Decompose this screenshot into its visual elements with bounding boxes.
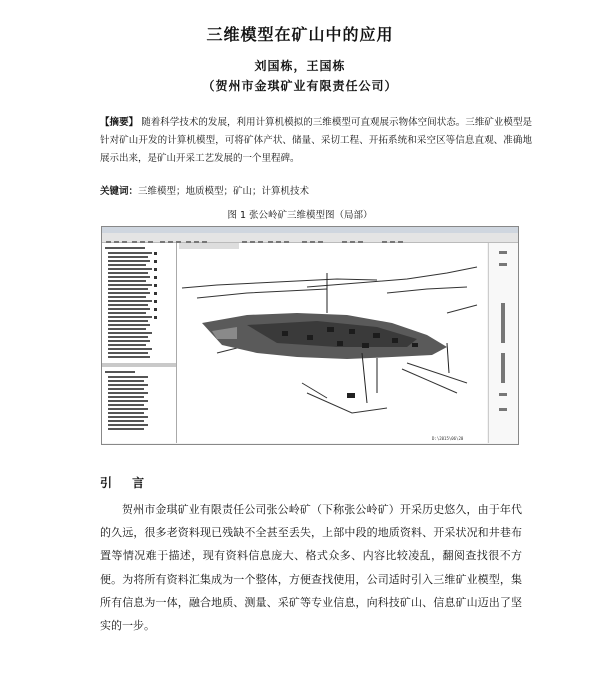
section-body: 贺州市金琪矿业有限责任公司张公岭矿（下称张公岭矿）开采历史悠久，由于年代的久远，很多老资料现已残缺不全甚至丢失，上部中段的地质资料、开采状况和井巷布置等情况难于描述，现有资料信息庞大、格式众多、内容比较凌乱，翻阅查找很不方便。为将所有资料汇集成为一个整体，方便查找使用，公司适时引入三维矿业模型，集所有信息为一体，融合地质、测量、采矿等专业信息，向科技矿山、信息矿山迈出了坚实的一步。 <box>100 503 522 633</box>
keywords-text: 三维模型；地质模型；矿山；计算机技术 <box>138 186 310 197</box>
keywords-label: 关键词： <box>100 186 139 197</box>
figure-side-toolbar <box>488 243 519 443</box>
figure-3d-viewport <box>177 243 487 443</box>
abstract <box>100 114 532 168</box>
figure-status-text: D:\2015\06\20 <box>432 436 464 441</box>
paper-title: 三维模型在矿山中的应用 <box>206 25 394 44</box>
layer-tree-rows <box>102 243 176 443</box>
figure-screenshot <box>101 226 519 445</box>
affiliation: （贺州市金琪矿业有限责任公司） <box>202 79 398 93</box>
figure-toolbar <box>102 233 518 243</box>
side-toolbar-icons <box>489 243 519 443</box>
abstract-text: 随着科学技术的发展，利用计算机模拟的三维模型可直观展示物体空间状态。三维矿业模型是针对矿山开发的计算机模型，可将矿体产状、储量、采切工程、开拓系统和采空区等信息直观、准确地展示出来，是矿山开采工艺发展的一个里程碑。 <box>100 117 532 164</box>
keywords <box>100 183 532 197</box>
figure-caption: 图 1 张公岭矿三维模型图（局部） <box>227 210 373 221</box>
abstract-label: 【摘要】 <box>100 117 139 128</box>
figure-layer-tree <box>102 243 177 443</box>
mine-3d-model <box>177 243 487 443</box>
section-heading: 引 言 <box>100 476 153 490</box>
authors: 刘国栋，王国栋 <box>254 59 346 73</box>
